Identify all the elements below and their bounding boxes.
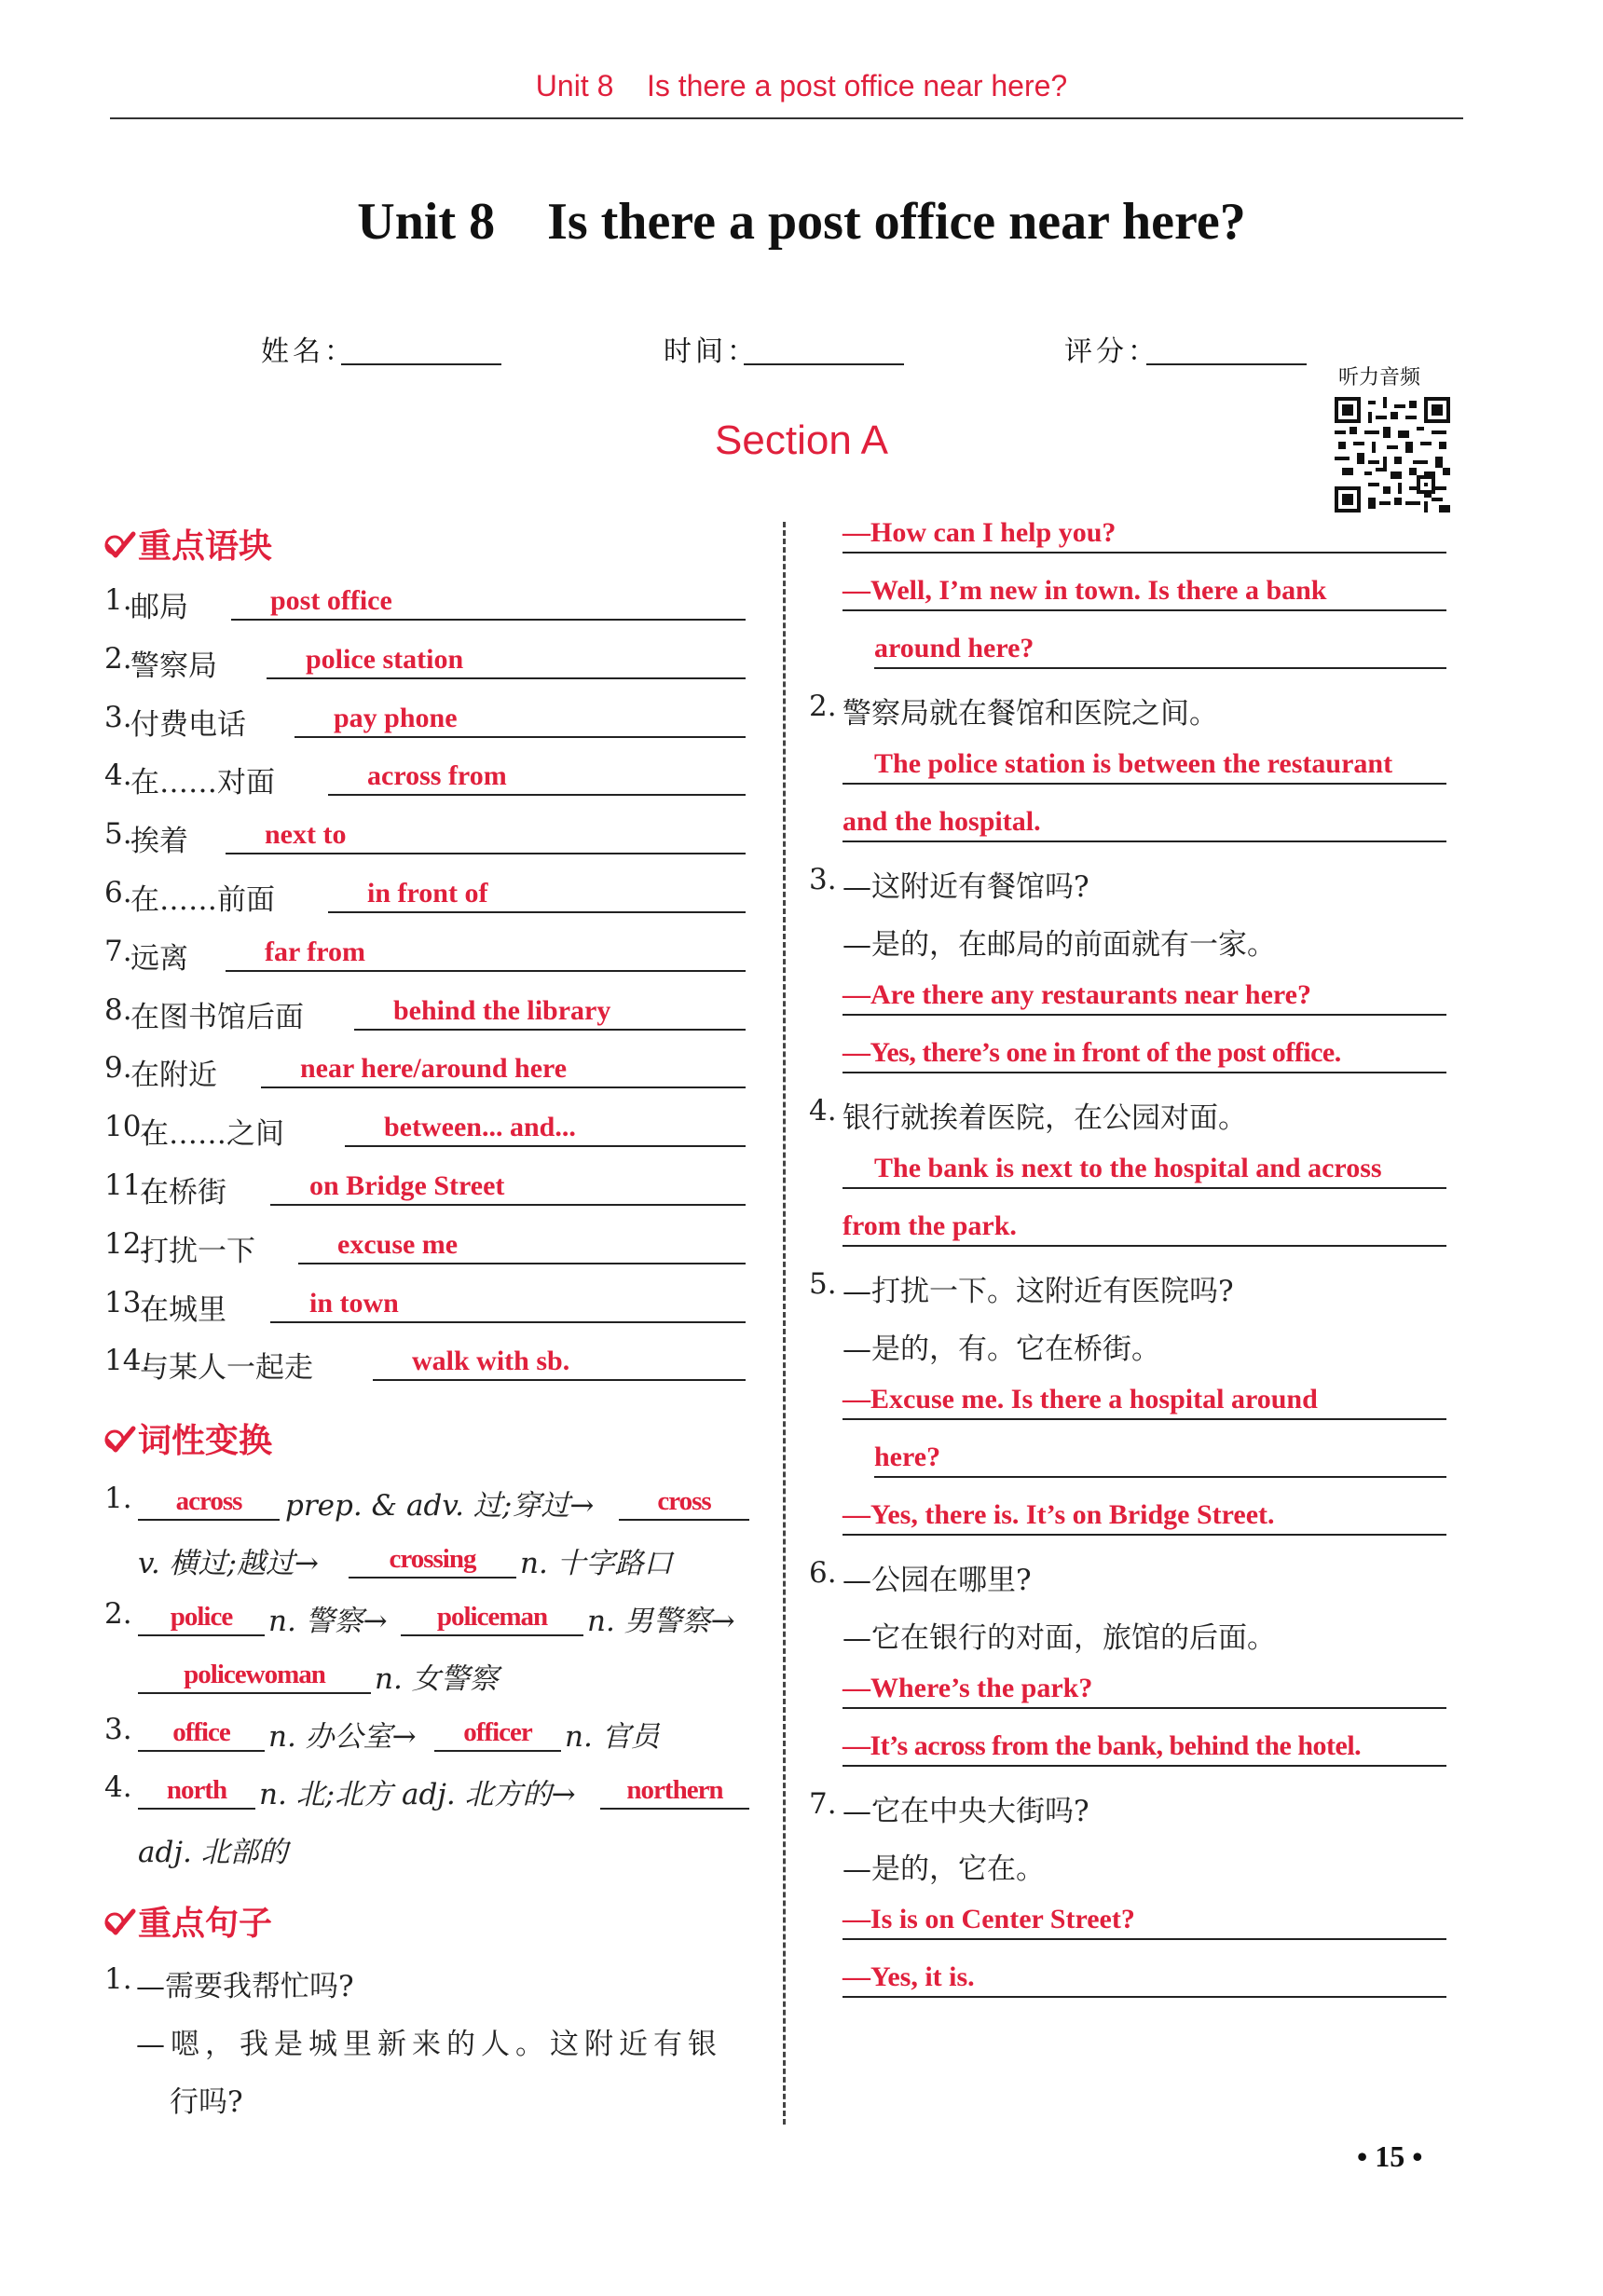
s1-answer-line-1[interactable] xyxy=(843,509,1446,554)
sentence-5-num: 5. xyxy=(809,1267,837,1301)
phrase-chinese: 与某人一起走 xyxy=(140,1351,313,1386)
phrase-chinese: 在……对面 xyxy=(130,766,275,800)
phrase-number: 10. xyxy=(104,1110,151,1144)
phrase-chinese: 在桥街 xyxy=(140,1176,226,1210)
sentence-5-cn-2: —是的，有。它在桥街。 xyxy=(843,1332,1160,1366)
header-rule xyxy=(110,117,1463,119)
sentences-heading-text: 重点句子 xyxy=(138,1905,273,1943)
s4-answer-line-2[interactable] xyxy=(843,1202,1446,1247)
phrase-answer-line[interactable] xyxy=(231,578,746,621)
phrases-heading-text: 重点语块 xyxy=(138,527,273,566)
phrase-number: 1. xyxy=(104,583,132,617)
wf1-answer-3: crossing xyxy=(389,1544,476,1574)
s3-answer-line-1[interactable] xyxy=(843,971,1446,1016)
wf2-text-1: n. 警察→ xyxy=(268,1605,388,1638)
sentence-4-num: 4. xyxy=(809,1094,837,1128)
phrase-chinese: 远离 xyxy=(130,941,188,976)
sentence-6-cn-2: —它在银行的对面，旅馆的后面。 xyxy=(843,1621,1276,1655)
s5-answer-2: here? xyxy=(874,1442,941,1472)
phrase-answer: walk with sb. xyxy=(412,1346,570,1377)
wf1-blank-2[interactable] xyxy=(619,1478,749,1521)
phrase-answer: near here/around here xyxy=(300,1053,568,1085)
wf2-blank-3[interactable] xyxy=(138,1651,371,1694)
phrase-chinese: 付费电话 xyxy=(130,707,246,742)
s5-answer-1: —Excuse me. Is there a hospital around xyxy=(843,1384,1318,1414)
wf4-num: 4. xyxy=(104,1770,132,1804)
wf1-text-1: prep. & adv. 过;穿过→ xyxy=(285,1489,595,1523)
wf3-answer-2: officer xyxy=(463,1717,532,1747)
name-field[interactable] xyxy=(341,363,501,365)
score-label: 评分： xyxy=(1064,335,1159,368)
phrase-answer: on Bridge Street xyxy=(309,1170,505,1201)
wf2-blank-2[interactable] xyxy=(401,1593,583,1636)
sentence-1-num: 1. xyxy=(104,1962,132,1996)
phrase-number: 7. xyxy=(104,934,132,968)
wf1-num: 1. xyxy=(104,1482,132,1515)
running-header: Unit 8 Is there a post office near here? xyxy=(535,69,1068,102)
check-icon xyxy=(104,531,136,559)
s1-answer-line-3[interactable] xyxy=(874,624,1446,669)
sentences-heading xyxy=(104,1897,272,1945)
s7-answer-line-2[interactable] xyxy=(843,1953,1446,1998)
sentence-2-cn-1: 警察局就在餐馆和医院之间。 xyxy=(843,697,1218,731)
phrase-answer-line[interactable] xyxy=(373,1338,746,1381)
s5-answer-line-2[interactable] xyxy=(874,1433,1446,1478)
wf3-text-1: n. 办公室→ xyxy=(268,1720,417,1754)
phrase-number: 13. xyxy=(104,1285,151,1319)
wf2-num: 2. xyxy=(104,1597,132,1631)
phrase-answer-line[interactable] xyxy=(267,636,746,679)
phrase-answer-line[interactable] xyxy=(354,988,746,1031)
wf4-blank-1[interactable] xyxy=(138,1767,255,1810)
phrase-number: 9. xyxy=(104,1051,132,1086)
wf1-blank-1[interactable] xyxy=(138,1478,280,1521)
wf4-answer-2: northern xyxy=(626,1775,723,1805)
sentence-4-cn-1: 银行就挨着医院，在公园对面。 xyxy=(843,1101,1247,1135)
wf3-blank-1[interactable] xyxy=(138,1709,265,1752)
phrase-answer-line[interactable] xyxy=(226,929,746,972)
phrases-heading xyxy=(104,520,272,567)
check-icon xyxy=(104,1426,136,1454)
s7-answer-line-1[interactable] xyxy=(843,1895,1446,1940)
phrase-answer: across from xyxy=(367,760,507,792)
wf3-blank-2[interactable] xyxy=(434,1709,561,1752)
s4-answer-1: The bank is next to the hospital and across xyxy=(874,1153,1382,1183)
phrase-chinese: 警察局 xyxy=(130,649,217,683)
s2-answer-1: The police station is between the restaurant xyxy=(874,748,1393,779)
phrase-chinese: 在城里 xyxy=(140,1292,226,1327)
s3-answer-line-2[interactable] xyxy=(843,1029,1446,1073)
sentence-1-cn-2: —嗯，我是城里新来的人。这附近有银 xyxy=(136,2028,722,2061)
wf3-text-2: n. 官员 xyxy=(565,1720,660,1754)
phrase-chinese: 打扰一下 xyxy=(140,1234,255,1268)
s5-answer-line-1[interactable] xyxy=(843,1375,1446,1420)
phrase-number: 6. xyxy=(104,876,132,909)
wf1-answer-1: across xyxy=(175,1486,242,1516)
s6-answer-line-2[interactable] xyxy=(843,1722,1446,1767)
phrase-answer: in town xyxy=(309,1287,399,1319)
wf3-num: 3. xyxy=(104,1713,132,1746)
s7-answer-1: —Is is on Center Street? xyxy=(843,1904,1135,1934)
phrase-answer-line[interactable] xyxy=(261,1046,746,1088)
wf4-answer-1: north xyxy=(166,1775,227,1805)
column-divider xyxy=(783,522,786,2125)
wf2-blank-1[interactable] xyxy=(138,1593,265,1636)
sentence-3-cn-1: —这附近有餐馆吗? xyxy=(843,870,1089,904)
word-forms-heading xyxy=(104,1414,272,1462)
phrase-answer: far from xyxy=(265,936,366,967)
phrase-answer-line[interactable] xyxy=(328,753,746,796)
wf2-answer-1: police xyxy=(170,1602,233,1632)
score-field[interactable] xyxy=(1146,363,1307,365)
wf1-text-2: v. 横过;越过→ xyxy=(138,1547,319,1580)
wf1-answer-2: cross xyxy=(657,1486,711,1516)
phrase-number: 3. xyxy=(104,700,132,734)
phrase-chinese: 邮局 xyxy=(130,591,188,624)
sentence-7-num: 7. xyxy=(809,1787,837,1821)
page-title: Unit 8 Is there a post office near here? xyxy=(357,193,1246,251)
wf2-answer-3: policewoman xyxy=(184,1660,325,1689)
wf2-text-2: n. 男警察→ xyxy=(587,1605,735,1638)
phrase-chinese: 在附近 xyxy=(130,1059,217,1093)
phrase-answer-line[interactable] xyxy=(270,1280,746,1323)
wf3-answer-1: office xyxy=(172,1717,230,1747)
s6-answer-1: —Where’s the park? xyxy=(843,1673,1093,1703)
s1-answer-1: —How can I help you? xyxy=(843,517,1117,548)
section-title: Section A xyxy=(715,417,888,463)
phrase-answer-line[interactable] xyxy=(295,695,746,738)
sentence-7-cn-1: —它在中央大街吗? xyxy=(843,1795,1089,1828)
time-label: 时间： xyxy=(664,335,759,368)
s5-answer-line-3[interactable] xyxy=(843,1491,1446,1536)
name-label: 姓名： xyxy=(261,335,356,368)
s2-answer-line-2[interactable] xyxy=(843,798,1446,842)
phrase-answer: pay phone xyxy=(334,702,458,733)
wf4-text-1: n. 北;北方 adj. 北方的→ xyxy=(259,1778,576,1811)
s1-answer-2: —Well, I’m new in town. Is there a bank xyxy=(843,575,1327,606)
word-forms-heading-text: 词性变换 xyxy=(138,1422,273,1460)
phrase-number: 4. xyxy=(104,758,132,793)
phrase-number: 12. xyxy=(104,1226,151,1261)
sentence-3-cn-2: —是的，在邮局的前面就有一家。 xyxy=(843,928,1276,962)
sentence-6-cn-1: —公园在哪里? xyxy=(843,1564,1032,1597)
wf2-answer-2: policeman xyxy=(436,1602,548,1632)
s2-answer-line-1[interactable] xyxy=(843,740,1446,785)
time-field[interactable] xyxy=(744,363,904,365)
sentence-1-cn-3: 行吗? xyxy=(170,2085,243,2119)
wf1-text-3: n. 十字路口 xyxy=(520,1547,673,1580)
phrase-number: 11. xyxy=(104,1168,151,1202)
wf4-blank-2[interactable] xyxy=(600,1767,749,1810)
page-number: • 15 • xyxy=(1357,2139,1423,2173)
phrase-number: 8. xyxy=(104,992,132,1027)
phrase-number: 5. xyxy=(104,817,132,852)
sentence-7-cn-2: —是的，它在。 xyxy=(843,1852,1045,1886)
s7-answer-2: —Yes, it is. xyxy=(843,1961,975,1992)
phrase-chinese: 在……前面 xyxy=(130,883,275,917)
phrase-answer-line[interactable] xyxy=(345,1104,746,1147)
phrase-answer-line[interactable] xyxy=(328,870,746,913)
s4-answer-line-1[interactable] xyxy=(843,1144,1446,1189)
phrase-answer: police station xyxy=(306,643,464,675)
s1-answer-line-2[interactable] xyxy=(843,567,1446,611)
phrase-answer: excuse me xyxy=(337,1228,459,1260)
s4-answer-2: from the park. xyxy=(843,1210,1017,1241)
s1-answer-3: around here? xyxy=(874,633,1034,663)
phrase-chinese: 在图书馆后面 xyxy=(130,1000,304,1034)
wf2-text-3: n. 女警察 xyxy=(375,1662,499,1696)
phrase-answer-line[interactable] xyxy=(298,1222,746,1264)
s2-answer-2: and the hospital. xyxy=(843,806,1041,837)
check-icon xyxy=(104,1908,136,1936)
phrase-answer-line[interactable] xyxy=(226,812,746,854)
s6-answer-line-1[interactable] xyxy=(843,1664,1446,1709)
sentence-5-cn-1: —打扰一下。这附近有医院吗? xyxy=(843,1275,1234,1308)
sentence-1-cn-1: —需要我帮忙吗? xyxy=(136,1970,354,2003)
phrase-chinese: 挨着 xyxy=(130,825,188,859)
s5-answer-3: —Yes, there is. It’s on Bridge Street. xyxy=(843,1499,1275,1530)
phrase-answer: in front of xyxy=(367,878,488,909)
s3-answer-2: —Yes, there’s one in front of the post office. xyxy=(843,1037,1341,1068)
phrase-number: 2. xyxy=(104,641,132,676)
phrase-chinese: 在……之间 xyxy=(140,1117,284,1152)
sentence-2-num: 2. xyxy=(809,690,837,723)
phrase-number: 14. xyxy=(104,1344,151,1378)
sentence-3-num: 3. xyxy=(809,863,837,896)
wf4-text-2: adj. 北部的 xyxy=(138,1836,288,1869)
s6-answer-2: —It’s across from the bank, behind the hotel. xyxy=(843,1730,1362,1761)
phrase-answer: between... and... xyxy=(384,1112,576,1143)
phrase-answer: behind the library xyxy=(393,994,611,1026)
sentence-6-num: 6. xyxy=(809,1556,837,1590)
s3-answer-1: —Are there any restaurants near here? xyxy=(843,979,1311,1010)
phrase-answer: next to xyxy=(265,819,347,851)
phrase-answer: post office xyxy=(270,585,392,616)
qr-label: 听力音频 xyxy=(1338,366,1421,390)
phrase-answer-line[interactable] xyxy=(270,1163,746,1206)
wf1-blank-3[interactable] xyxy=(349,1536,516,1578)
